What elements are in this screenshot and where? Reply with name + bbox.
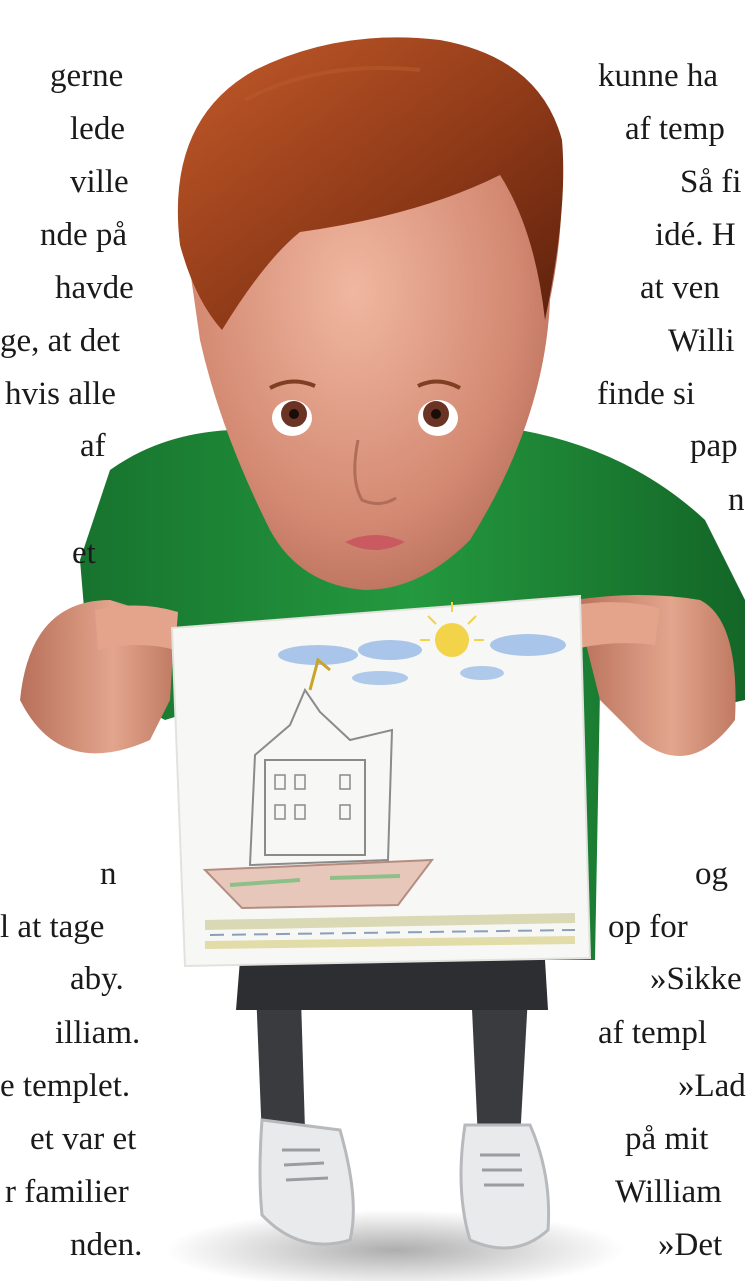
text-line: havde	[55, 270, 134, 306]
paper-drawing	[172, 596, 590, 966]
text-line: kunne ha	[598, 58, 719, 94]
text-line: et	[72, 535, 96, 571]
text-line: pap	[690, 428, 738, 464]
text-line: Willi	[668, 323, 735, 359]
text-line: ge, at det	[0, 323, 121, 359]
text-line: n	[100, 856, 117, 892]
text-line: nde på	[40, 217, 128, 253]
text-line: »Sikke	[650, 961, 742, 997]
text-line: e templet.	[0, 1068, 131, 1104]
text-line: gerne	[50, 58, 124, 94]
text-line: nden.	[70, 1227, 143, 1263]
text-line: på mit	[625, 1121, 709, 1157]
text-line: af temp	[625, 111, 725, 147]
text-line: n	[728, 482, 745, 518]
text-line: illiam.	[55, 1015, 141, 1051]
text-line: et var et	[30, 1121, 137, 1157]
text-line: William	[615, 1174, 722, 1210]
text-line: af templ	[598, 1015, 708, 1051]
text-line: Så fi	[680, 164, 742, 200]
text-line: »Lad	[678, 1068, 746, 1104]
text-line: idé. H	[655, 217, 736, 253]
text-line: at ven	[640, 270, 720, 306]
text-line: op for	[608, 909, 688, 945]
text-line: lede	[70, 111, 125, 147]
text-line: aby.	[70, 961, 124, 997]
legs	[236, 960, 548, 1140]
text-line: hvis alle	[5, 376, 116, 412]
text-line: af	[80, 428, 106, 464]
text-line: l at tage	[0, 909, 105, 945]
text-line: ville	[70, 164, 129, 200]
text-line: r familier	[5, 1174, 129, 1210]
text-line: finde si	[597, 376, 696, 412]
text-line: og	[695, 856, 728, 892]
floor-shadow	[165, 1210, 625, 1281]
text-line: »Det	[658, 1227, 723, 1263]
